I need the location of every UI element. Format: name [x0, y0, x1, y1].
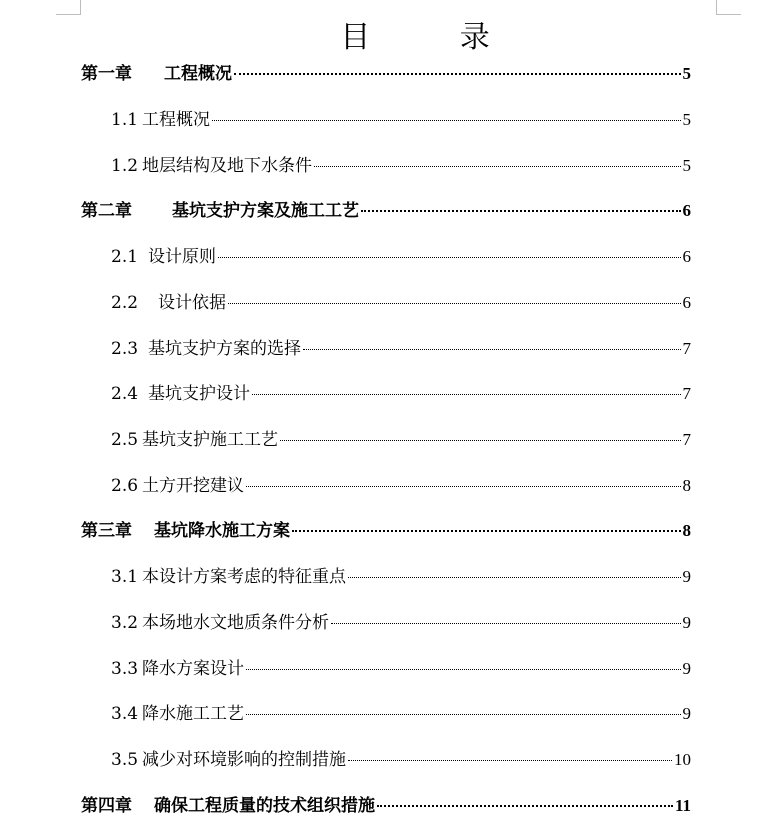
toc-page-number: 6 [682, 293, 691, 312]
toc-entry-label: 地层结构及地下水条件 [142, 156, 313, 176]
toc-entry-label: 工程概况 [142, 110, 211, 130]
toc-entry-label: 降水施工工艺 [142, 704, 245, 724]
toc-entry-number: 第一章 [81, 64, 132, 84]
toc-dot-leader [361, 209, 681, 212]
toc-section-entry[interactable] [111, 244, 691, 270]
toc-dot-leader [331, 622, 680, 624]
toc-page-number: 8 [682, 476, 691, 495]
toc-page-number: 5 [682, 156, 691, 175]
toc-section-entry[interactable] [111, 701, 691, 727]
toc-entry-number: 1.1 [111, 110, 139, 130]
toc-dot-leader [280, 439, 680, 441]
toc-chapter-entry[interactable] [81, 518, 691, 544]
toc-entry-number: 3.3 [111, 659, 139, 679]
toc-chapter-entry[interactable] [81, 61, 691, 87]
toc-section-entry[interactable] [111, 564, 691, 590]
toc-page-number: 6 [682, 247, 691, 266]
toc-page-number: 9 [682, 659, 691, 678]
toc-entry-number: 3.2 [111, 613, 139, 633]
toc-dot-leader [234, 72, 681, 75]
toc-entry-label: 降水方案设计 [142, 659, 245, 679]
toc-page-number: 8 [682, 521, 691, 540]
toc-section-entry[interactable] [111, 747, 691, 773]
toc-title: 目 录 [340, 20, 530, 55]
toc-section-entry[interactable] [111, 656, 691, 682]
toc-page-number: 9 [682, 704, 691, 723]
toc-section-entry[interactable] [111, 107, 691, 133]
toc-entry-label: 基坑支护设计 [148, 384, 251, 404]
toc-page-number: 7 [682, 339, 691, 358]
toc-entry-number: 2.2 [111, 293, 139, 313]
toc-entry-label: 基坑支护方案及施工工艺 [172, 201, 359, 221]
toc-page-number: 11 [674, 796, 691, 815]
toc-section-entry[interactable] [111, 473, 691, 499]
toc-dot-leader [252, 393, 680, 395]
toc-entry-number: 第二章 [81, 201, 132, 221]
toc-entry-number: 2.5 [111, 430, 139, 450]
toc-page-number: 7 [682, 384, 691, 403]
toc-entry-label: 工程概况 [164, 64, 232, 84]
toc-entry-label: 设计原则 [148, 247, 217, 267]
toc-dot-leader [348, 759, 672, 761]
toc-page-number: 9 [682, 567, 691, 586]
toc-section-entry[interactable] [111, 290, 691, 316]
toc-chapter-entry[interactable] [81, 793, 691, 819]
toc-entry-label: 基坑支护施工工艺 [142, 430, 279, 450]
toc-section-entry[interactable] [111, 427, 691, 453]
toc-page-number: 5 [682, 64, 691, 83]
toc-page-number: 7 [682, 430, 691, 449]
toc-entry-number: 3.5 [111, 750, 139, 770]
toc-entry-number: 3.4 [111, 704, 139, 724]
toc-entry-label: 土方开挖建议 [142, 476, 245, 496]
toc-entry-label: 减少对环境影响的控制措施 [142, 750, 347, 770]
toc-entry-number: 2.6 [111, 476, 139, 496]
toc-page-number: 5 [682, 110, 691, 129]
toc-entry-number: 1.2 [111, 156, 139, 176]
toc-dot-leader [212, 119, 680, 121]
toc-entry-number: 2.4 [111, 384, 139, 404]
toc-chapter-entry[interactable] [81, 198, 691, 224]
toc-entry-label: 本设计方案考虑的特征重点 [142, 567, 347, 587]
toc-dot-leader [303, 348, 680, 350]
toc-entry-label: 基坑降水施工方案 [154, 521, 290, 541]
toc-dot-leader [228, 302, 680, 304]
toc-dot-leader [314, 165, 680, 167]
toc-section-entry[interactable] [111, 381, 691, 407]
toc-page-number: 9 [682, 613, 691, 632]
toc-page-number: 6 [682, 201, 691, 220]
toc-dot-leader [218, 256, 680, 258]
toc-section-entry[interactable] [111, 153, 691, 179]
toc-entry-label: 本场地水文地质条件分析 [142, 613, 330, 633]
toc-dot-leader [246, 485, 680, 487]
toc-entry-label: 设计依据 [158, 293, 227, 313]
toc-dot-leader [246, 668, 680, 670]
toc-entry-number: 第四章 [81, 796, 132, 816]
toc-section-entry[interactable] [111, 610, 691, 636]
toc-section-entry[interactable] [111, 336, 691, 362]
toc-entry-number: 3.1 [111, 567, 139, 587]
toc-dot-leader [348, 576, 680, 578]
toc-dot-leader [377, 804, 673, 807]
toc-dot-leader [246, 713, 680, 715]
toc-entry-number: 2.1 [111, 247, 139, 267]
toc-page-number: 10 [674, 750, 691, 769]
toc-entry-number: 2.3 [111, 339, 139, 359]
toc-entry-label: 确保工程质量的技术组织措施 [154, 796, 375, 816]
toc-entry-label: 基坑支护方案的选择 [148, 339, 302, 359]
toc-entry-number: 第三章 [81, 521, 132, 541]
toc-dot-leader [292, 529, 681, 532]
